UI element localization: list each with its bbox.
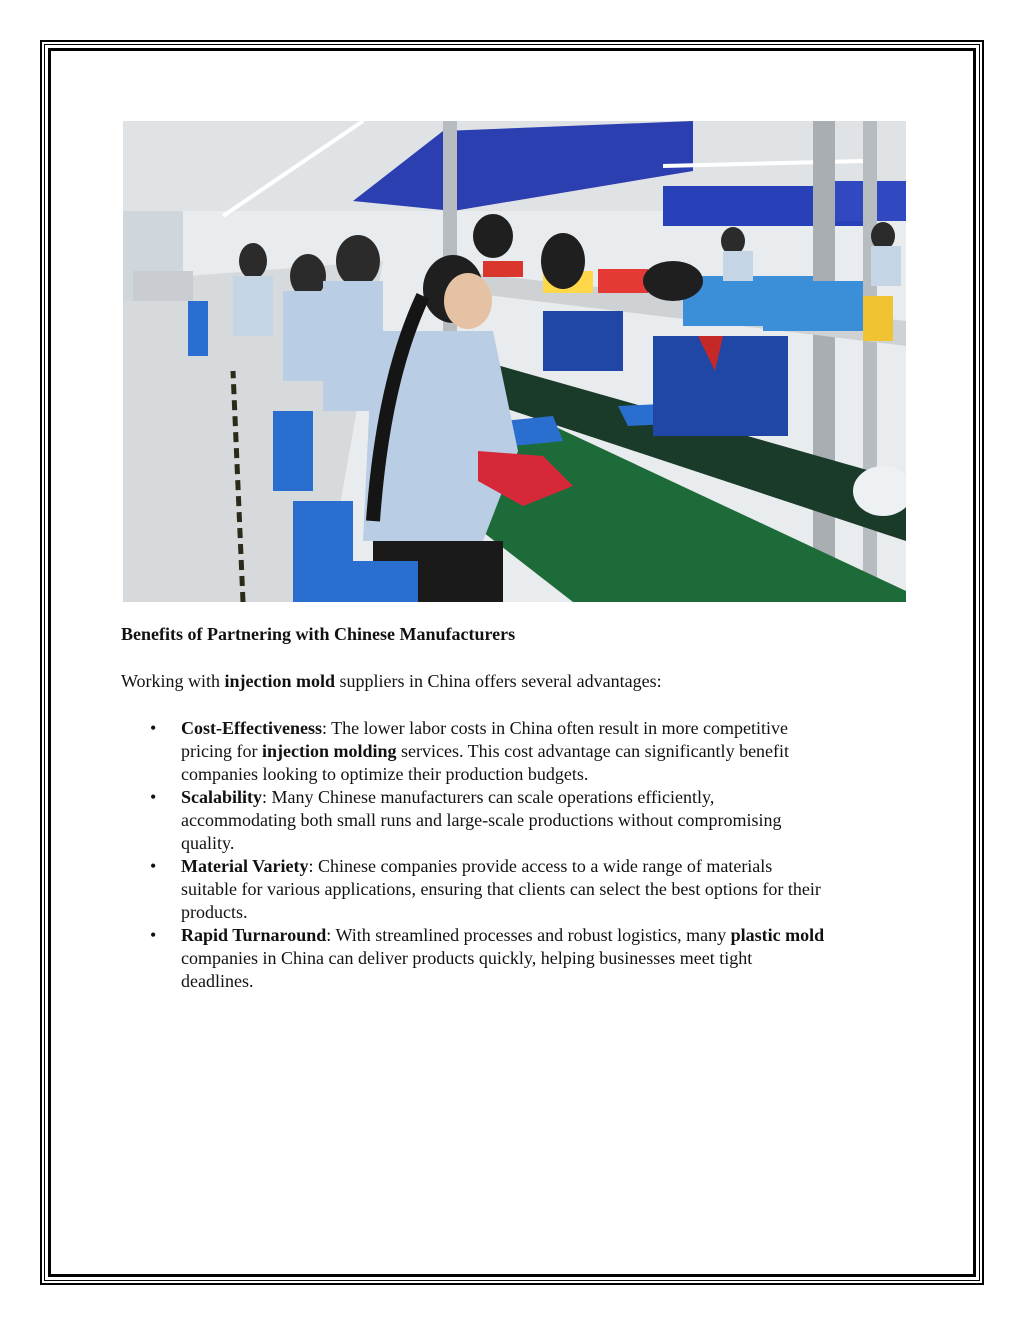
factory-assembly-line-photo [123, 121, 906, 602]
benefit-title: Scalability [181, 787, 263, 807]
factory-photo-illustration [123, 121, 906, 602]
bullet-dot: • [150, 925, 157, 945]
benefit-title: Material Variety [181, 856, 309, 876]
list-item-rapid-turnaround [121, 924, 921, 993]
benefit-text: companies looking to optimize their production budgets. [181, 764, 589, 784]
benefit-title: Rapid Turnaround [181, 925, 327, 945]
benefit-title: Cost-Effectiveness [181, 718, 322, 738]
list-item-scalability [121, 786, 921, 855]
benefit-text: : Chinese companies provide access to a wide range of materials [308, 856, 773, 876]
benefit-text: : With streamlined processes and robust logistics, many [326, 925, 731, 945]
intro-paragraph [121, 671, 662, 692]
benefit-text: : Many Chinese manufacturers can scale operations efficiently, [262, 787, 715, 807]
bullet-dot: • [150, 856, 157, 876]
benefit-keyword: injection molding [261, 741, 397, 761]
bullet-dot: • [150, 787, 157, 807]
benefit-keyword: plastic mold [730, 925, 825, 945]
benefit-text: quality. [181, 833, 235, 853]
benefit-text: accommodating both small runs and large-scale productions without compromising [181, 810, 782, 830]
intro-keyword: injection mold [224, 671, 336, 691]
benefit-text: companies in China can deliver products quickly, helping businesses meet tight [181, 948, 753, 968]
benefit-text: products. [181, 902, 248, 922]
intro-text-before: Working with [121, 671, 225, 691]
intro-text-after: suppliers in China offers several advantages: [335, 671, 662, 691]
list-item-material-variety [121, 855, 921, 924]
bullet-dot: • [150, 718, 157, 738]
benefit-text: services. This cost advantage can significantly benefit [396, 741, 790, 761]
section-heading: Benefits of Partnering with Chinese Manufacturers [121, 624, 516, 644]
benefit-text: pricing for [181, 741, 262, 761]
benefit-text: deadlines. [181, 971, 254, 991]
list-item-cost-effectiveness [121, 717, 921, 786]
benefit-text: suitable for various applications, ensuring that clients can select the best options for their [181, 879, 821, 899]
benefits-list [121, 717, 921, 993]
benefit-text: : The lower labor costs in China often result in more competitive [321, 718, 789, 738]
